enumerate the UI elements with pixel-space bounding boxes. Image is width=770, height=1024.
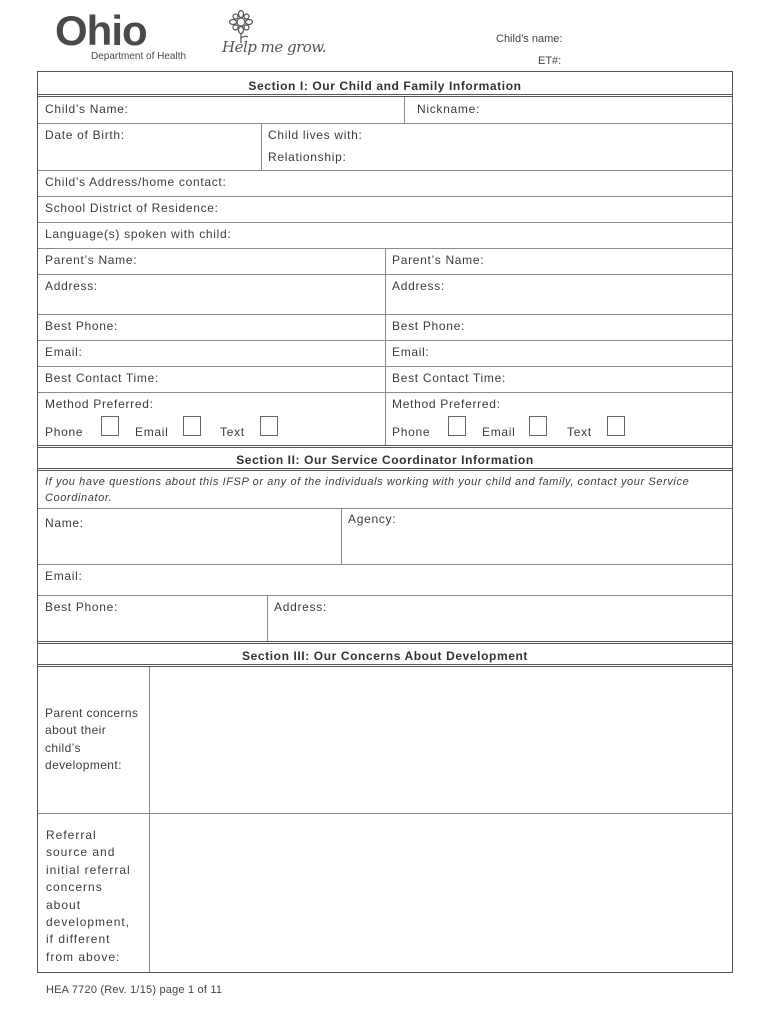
parent-2-phone-checkbox[interactable]: [448, 416, 466, 436]
parent-2-address-label: Address:: [392, 279, 445, 293]
parent-1-email-field[interactable]: [38, 341, 385, 367]
relationship-label: Relationship:: [268, 150, 347, 164]
parent-1-address-label: Address:: [45, 279, 98, 293]
coordinator-name-field[interactable]: [38, 509, 341, 564]
section-2-title: Section II: Our Service Coordinator Information: [236, 453, 534, 467]
section-1-title: Section I: Our Child and Family Information: [248, 79, 522, 93]
parent-1-text-option-label: Text: [220, 425, 245, 439]
parent-2-email-label: Email:: [392, 345, 430, 359]
address-home-label: Child’s Address/home contact:: [45, 175, 227, 189]
languages-label: Language(s) spoken with child:: [45, 227, 232, 241]
parent-2-phone-field[interactable]: [386, 315, 732, 341]
parent-1-contact-time-label: Best Contact Time:: [45, 371, 159, 385]
parent-2-method-label: Method Preferred:: [392, 397, 501, 411]
address-home-field[interactable]: [38, 171, 732, 197]
parent-2-email-field[interactable]: [386, 341, 732, 367]
coordinator-agency-field[interactable]: [342, 509, 732, 564]
languages-field[interactable]: [38, 223, 732, 249]
parent-2-address-field[interactable]: [386, 275, 732, 315]
nickname-field[interactable]: [405, 97, 732, 123]
parent-2-email-option-label: Email: [482, 425, 516, 439]
nickname-label: Nickname:: [417, 102, 480, 116]
parent-1-contact-time-field[interactable]: [38, 367, 385, 393]
parent-2-phone-option-label: Phone: [392, 425, 431, 439]
coordinator-email-field[interactable]: [38, 565, 732, 595]
divider: [38, 468, 732, 471]
parent-1-phone-option-label: Phone: [45, 425, 84, 439]
help-me-grow-wordmark: Help me grow.: [222, 38, 327, 56]
service-coordinator-note: If you have questions about this IFSP or any of the individuals working with your child and family, contact your Service Coordinator.: [45, 476, 690, 504]
ohio-department-label: Department of Health: [91, 51, 187, 62]
parent-1-text-checkbox[interactable]: [260, 416, 278, 436]
parent-concerns-label: Parent concerns about their child’s development:: [45, 706, 139, 773]
ifsp-form: [37, 71, 733, 973]
divider: [38, 641, 732, 644]
divider: [38, 392, 732, 393]
school-district-label: School District of Residence:: [45, 201, 219, 215]
header-childs-name-label: Child’s name:: [496, 33, 563, 45]
parent-1-phone-checkbox[interactable]: [101, 416, 119, 436]
date-of-birth-label: Date of Birth:: [45, 128, 125, 142]
date-of-birth-field[interactable]: [38, 124, 261, 170]
parent-concerns-field[interactable]: [150, 667, 732, 813]
coordinator-name-label: Name:: [45, 516, 84, 530]
child-lives-with-label: Child lives with:: [268, 128, 363, 142]
parent-1-email-label: Email:: [45, 345, 83, 359]
parent-2-text-checkbox[interactable]: [607, 416, 625, 436]
coordinator-address-label: Address:: [274, 600, 327, 614]
form-footer: HEA 7720 (Rev. 1/15) page 1 of 11: [46, 984, 223, 996]
parent-1-method-label: Method Preferred:: [45, 397, 154, 411]
parent-2-contact-time-label: Best Contact Time:: [392, 371, 506, 385]
parent-2-contact-time-field[interactable]: [386, 367, 732, 393]
parent-2-phone-label: Best Phone:: [392, 319, 466, 333]
parent-1-email-option-label: Email: [135, 425, 169, 439]
parent-2-text-option-label: Text: [567, 425, 592, 439]
section-3-title: Section III: Our Concerns About Development: [241, 649, 529, 663]
parent-2-name-field[interactable]: [386, 249, 732, 275]
coordinator-email-label: Email:: [45, 569, 83, 583]
school-district-field[interactable]: [38, 197, 732, 223]
parent-1-phone-field[interactable]: [38, 315, 385, 341]
parent-2-name-label: Parent’s Name:: [392, 253, 485, 267]
ohio-logo: Ohio: [55, 7, 147, 54]
parent-1-name-field[interactable]: [38, 249, 385, 275]
child-lives-with-field[interactable]: [262, 124, 732, 170]
referral-concerns-label: Referral source and initial referral concerns about development, if different from above:: [46, 828, 131, 964]
childs-name-label: Child’s Name:: [45, 102, 129, 116]
childs-name-field[interactable]: [38, 97, 404, 123]
parent-1-address-field[interactable]: [38, 275, 385, 315]
help-me-grow-logo: [220, 10, 327, 62]
divider: [38, 445, 732, 448]
parent-2-email-checkbox[interactable]: [529, 416, 547, 436]
coordinator-address-field[interactable]: [268, 596, 732, 641]
header-et-label: ET#:: [538, 55, 562, 67]
coordinator-phone-label: Best Phone:: [45, 600, 119, 614]
parent-1-phone-label: Best Phone:: [45, 319, 119, 333]
referral-concerns-field[interactable]: [150, 814, 732, 972]
parent-1-email-checkbox[interactable]: [183, 416, 201, 436]
coordinator-agency-label: Agency:: [348, 512, 397, 526]
parent-1-name-label: Parent’s Name:: [45, 253, 138, 267]
coordinator-phone-field[interactable]: [38, 596, 267, 641]
